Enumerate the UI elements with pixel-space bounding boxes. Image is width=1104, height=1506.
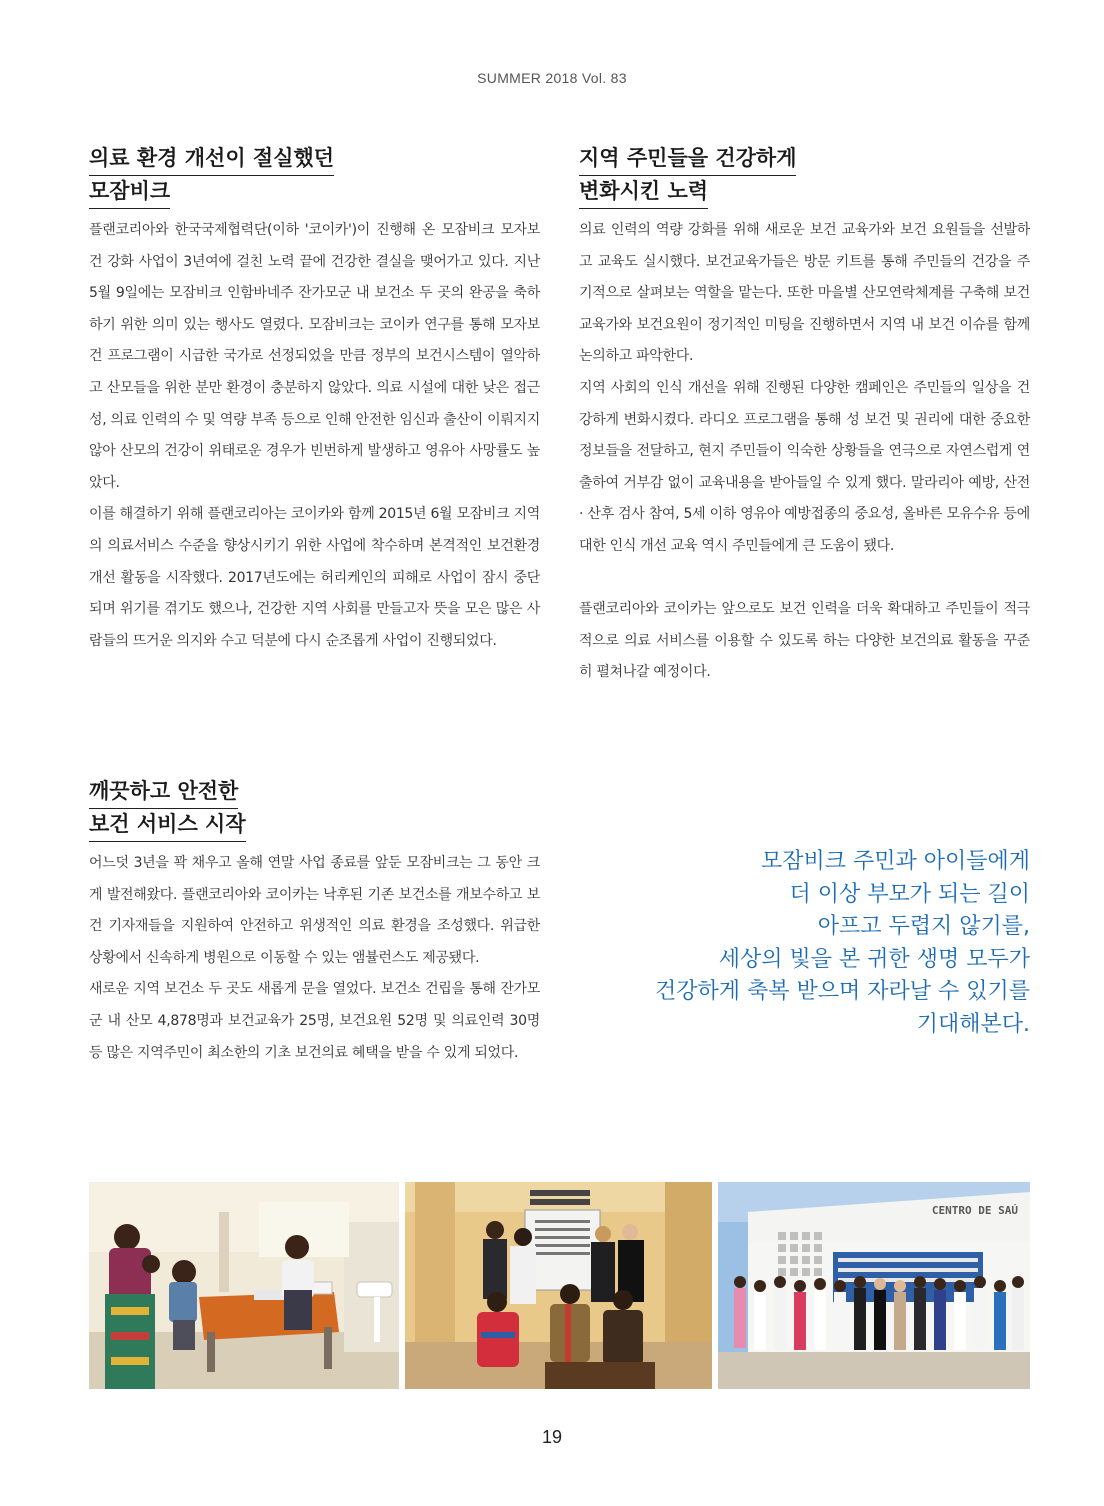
paragraph: 이를 해결하기 위해 플랜코리아는 코이카와 함께 2015년 6월 모잠비크 지역의 의료서비스 수준을 향상시키기 위한 사업에 착수하며 본격적인 보건환경 개선 활동을 시작했다. 2017년도에는 허리케인의 피해로 사업이 잠시 중단되며 위기를 겪기도 했으나, 건강한 지역 사회를 만들고자 뜻을 모은 많은 사람들의 뜨거운 의지와 수고 덕분에 다시 순조롭게 사업이 진행되었다.: [89, 506, 540, 649]
group-at-plaque-image: [405, 1182, 712, 1389]
paragraph: 지역 사회의 인식 개선을 위해 진행된 다양한 캠페인은 주민들의 일상을 건강하게 변화시켰다. 라디오 프로그램을 통해 성 보건 및 권리에 대한 중요한 정보들을 전달하고, 현지 주민들이 익숙한 상황들을 연극으로 자연스럽게 연출하여 거부감 없이 교육내용을 받아들일 수 있게 했다. 말라리아 예방, 산전 · 산후 검사 참여, 5세 이하 영유아 예방접종의 중요성, 올바른 모유수유 등에 대한 인식 개선 교육 역시 주민들에게 큰 도움이 됐다.: [579, 379, 1030, 554]
paragraph: 플랜코리아와 한국국제협력단(이하 '코이카')이 진행해 온 모잠비크 모자보건 강화 사업이 3년여에 걸친 노력 끝에 건강한 결실을 맺어가고 있다. 지난 5월 9일에는 모잠비크 인함바네주 잔가모군 내 보건소 두 곳의 완공을 축하하기 위한 의미 있는 행사도 열렸다. 모잠비크는 코이카 연구를 통해 모자보건 프로그램이 시급한 국가로 선정되었을 만큼 정부의 보건시스템이 열악하고 산모들을 위한 분만 환경이 충분하지 않았다. 의료 시설에 대한 낮은 접근성, 의료 인력의 수 및 역량 부족 등으로 인해 안전한 임신과 출산이 이뤄지지 않아 산모의 건강이 위태로운 경우가 빈번하게 발생하고 영유아 사망률도 높았다.: [89, 222, 540, 491]
page-number: 19: [541, 1427, 563, 1447]
section-mozambique-need: [89, 143, 540, 657]
health-center-group-image: [718, 1182, 1030, 1389]
paragraph: 의료 인력의 역량 강화를 위해 새로운 보건 교육가와 보건 요원들을 선발하고 교육도 실시했다. 보건교육가들은 방문 키트를 통해 주민들의 건강을 주기적으로 살펴보는 역할을 맡는다. 또한 마을별 산모연락체계를 구축해 보건교육가와 보건요원이 정기적인 미팅을 진행하면서 지역 내 보건 이슈를 함께 논의하고 파악한다.: [579, 222, 1030, 365]
section-title-line2: 모잠비크: [89, 176, 170, 209]
section-title-line1: 의료 환경 개선이 절실했던: [89, 143, 334, 176]
section-title: [89, 143, 334, 209]
section-title: [89, 776, 246, 842]
quote-line: 모잠비크 주민과 아이들에게: [760, 849, 1030, 874]
section-title-line1: 깨끗하고 안전한: [89, 776, 238, 809]
health-center-sign: CENTRO DE SAÚ: [931, 1204, 1018, 1217]
clinic-consultation-image: [89, 1182, 399, 1389]
quote-line: 기대해본다.: [916, 1011, 1030, 1037]
section-body: [89, 215, 540, 657]
pull-quote: [560, 846, 1030, 1041]
section-clean-safe-service: [89, 776, 540, 1069]
section-body: [89, 848, 540, 1069]
section-body: [579, 215, 1030, 689]
section-title-line1: 지역 주민들을 건강하게: [579, 143, 796, 176]
section-title-line2: 보건 서비스 시작: [89, 809, 246, 842]
quote-line: 아프고 두렵지 않기를,: [817, 914, 1030, 939]
quote-line: 세상의 빛을 본 귀한 생명 모두가: [718, 946, 1030, 972]
quote-line: 더 이상 부모가 되는 길이: [789, 881, 1030, 907]
paragraph: 플랜코리아와 코이카는 앞으로도 보건 인력을 더욱 확대하고 주민들이 적극적으로 의료 서비스를 이용할 수 있도록 하는 다양한 보건의료 활동을 꾸준히 펼쳐나갈 예정이다.: [579, 601, 1030, 681]
photo-health-center-group: [718, 1182, 1030, 1389]
paragraph: 어느덧 3년을 꽉 채우고 올해 연말 사업 종료를 앞둔 모잠비크는 그 동안 크게 발전해왔다. 플랜코리아와 코이카는 낙후된 기존 보건소를 개보수하고 보건 기자재들을 지원하여 안전하고 위생적인 의료 환경을 조성했다. 위급한 상황에서 신속하게 병원으로 이동할 수 있는 앰뷸런스도 제공됐다.: [89, 855, 540, 966]
section-community-health: [579, 143, 1030, 689]
photo-group-plaque: [405, 1182, 712, 1389]
photo-clinic-consultation: [89, 1182, 399, 1389]
section-title-line2: 변화시킨 노력: [579, 176, 708, 209]
quote-line: 건강하게 축복 받으며 자라날 수 있기를: [655, 979, 1030, 1004]
section-title: [579, 143, 796, 209]
issue-header: SUMMER 2018 Vol. 83: [477, 70, 627, 86]
paragraph: 새로운 지역 보건소 두 곳도 새롭게 문을 열었다. 보건소 건립을 통해 잔가모군 내 산모 4,878명과 보건교육가 25명, 보건요원 52명 및 의료인력 30명 등 많은 지역주민이 최소한의 기초 보건의료 혜택을 받을 수 있게 되었다.: [89, 981, 540, 1061]
